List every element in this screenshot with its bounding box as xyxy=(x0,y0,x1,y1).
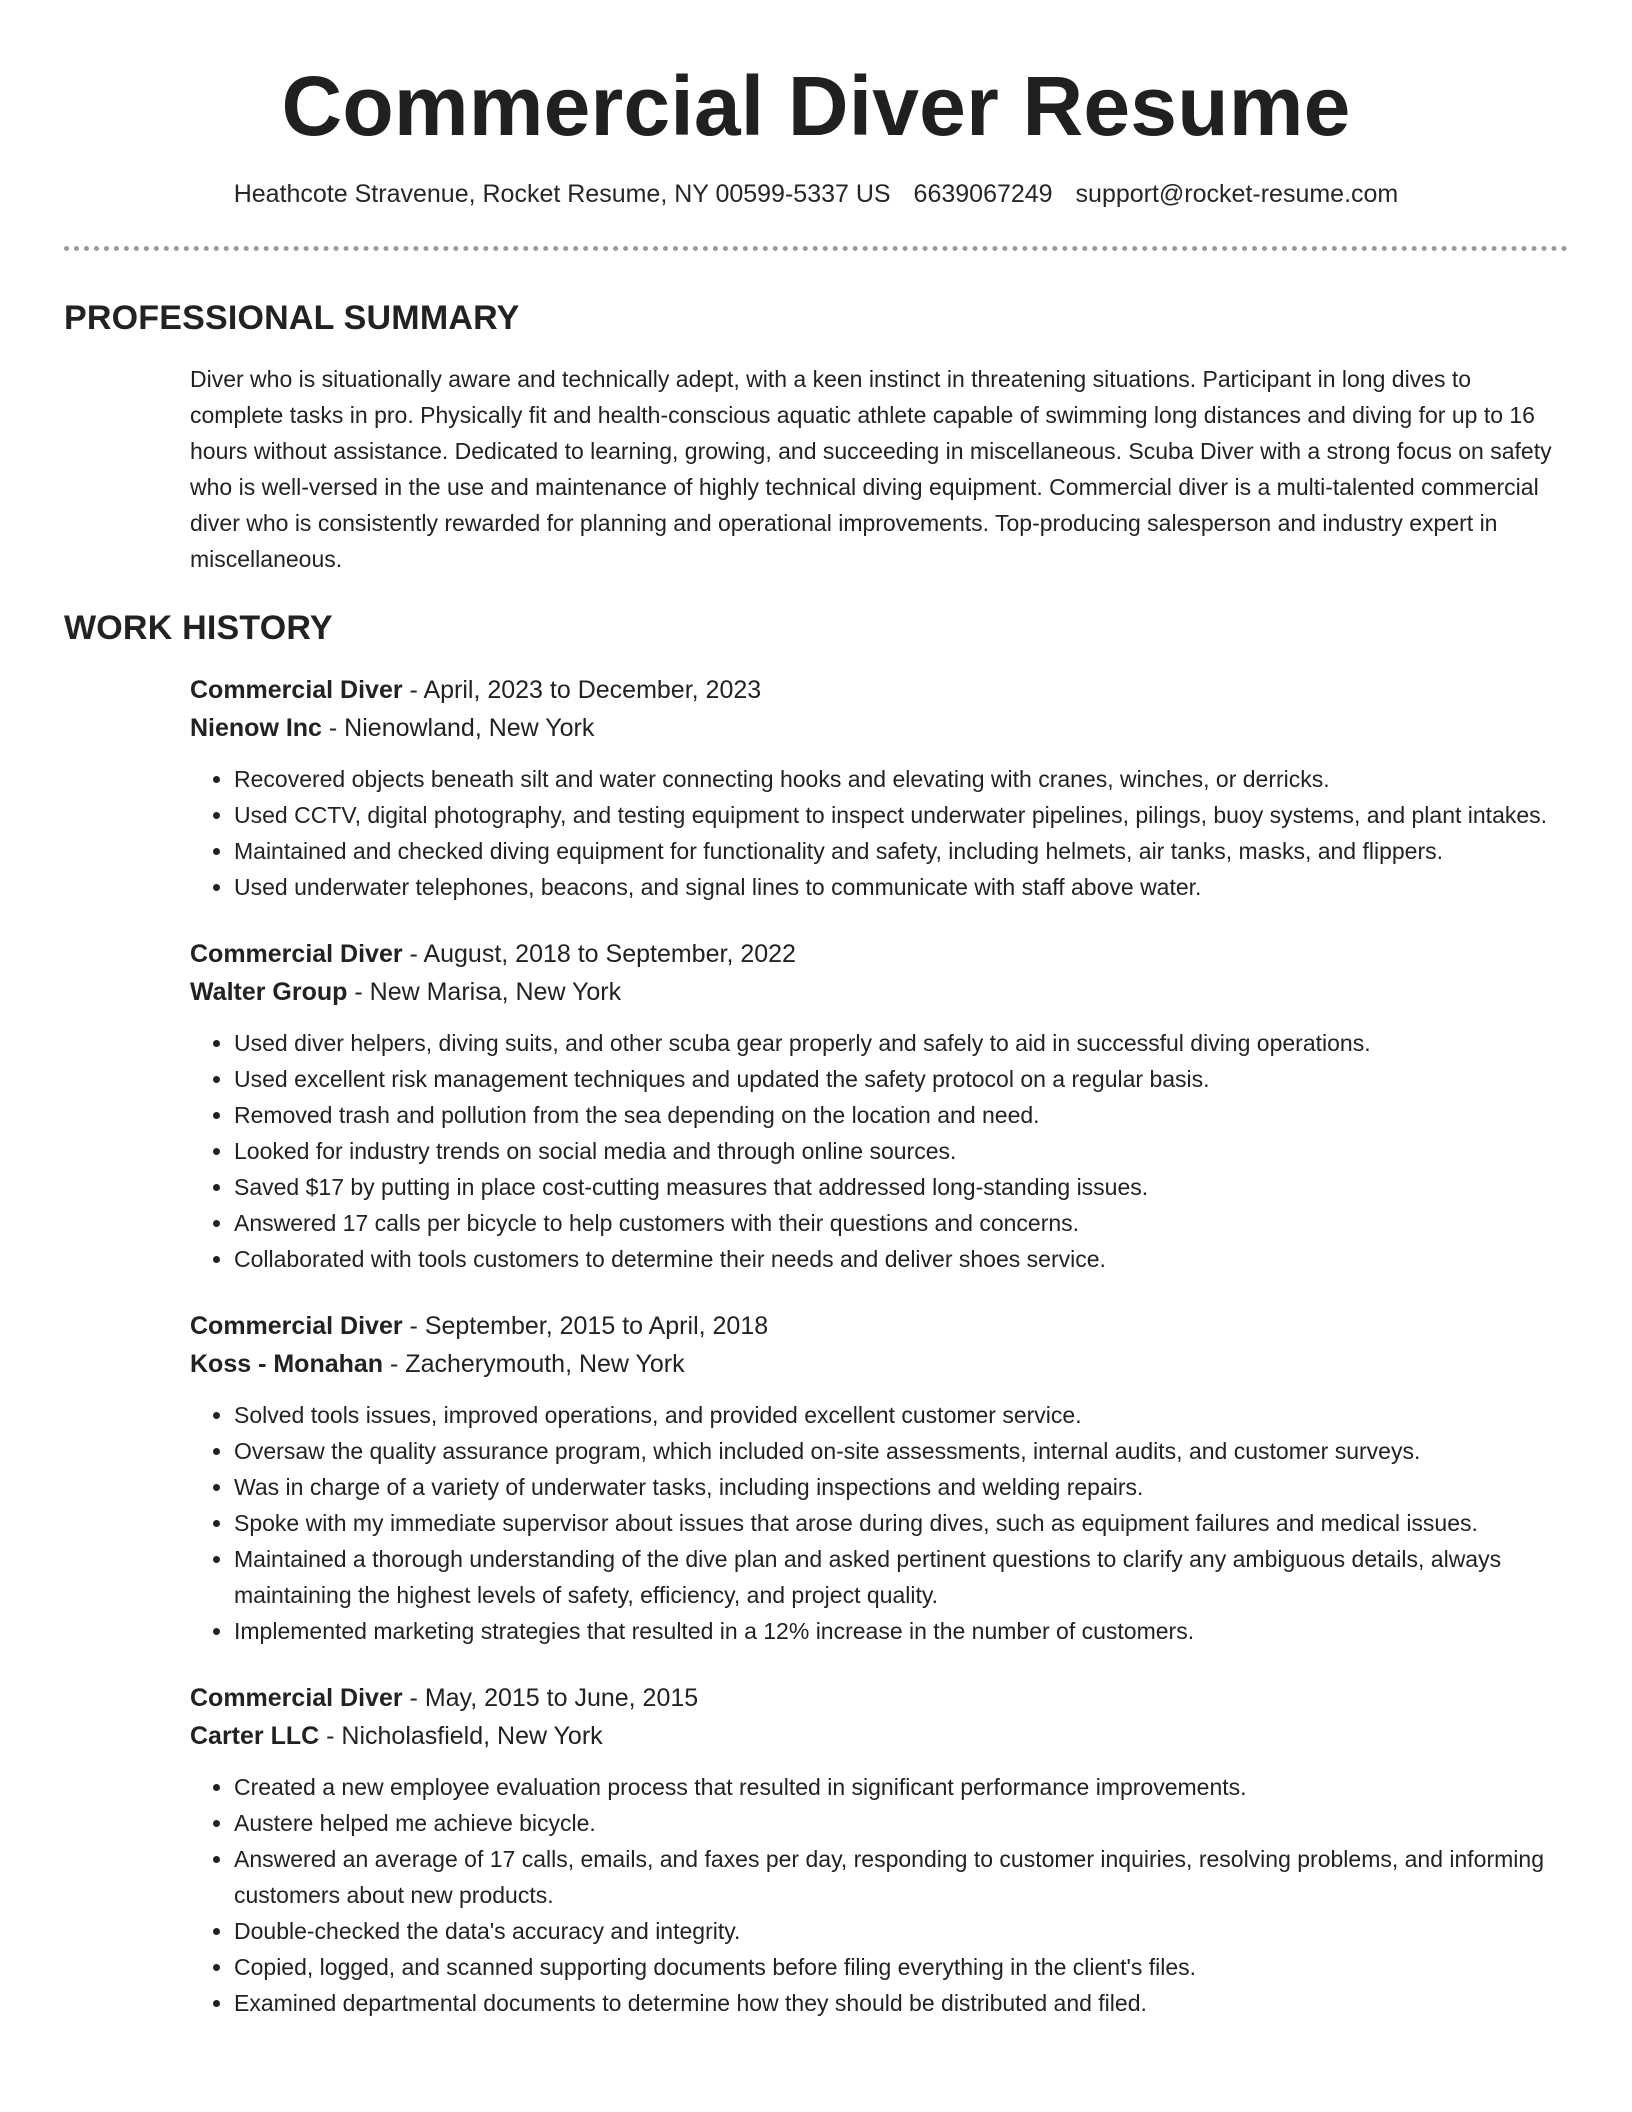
job-title-line xyxy=(190,1307,1568,1345)
job-dates: - April, 2023 to December, 2023 xyxy=(402,676,762,704)
job-company-line xyxy=(190,973,1568,1011)
job-company-line xyxy=(190,1717,1568,1755)
job-bullet: • Removed trash and pollution from the sea depending on the location and need. xyxy=(234,1097,1568,1133)
job-dates: - September, 2015 to April, 2018 xyxy=(402,1312,769,1340)
work-history-heading: WORK HISTORY xyxy=(64,609,333,647)
contact-line xyxy=(64,178,1568,210)
job-dates: - May, 2015 to June, 2015 xyxy=(402,1684,699,1712)
job-bullet: • Collaborated with tools customers to determine their needs and deliver shoes service. xyxy=(234,1241,1568,1277)
job-bullet: • Maintained and checked diving equipment for functionality and safety, including helmets, air tanks, masks, and flippers. xyxy=(234,833,1568,869)
job-title: Commercial Diver xyxy=(190,1684,403,1712)
job-bullet: • Solved tools issues, improved operations, and provided excellent customer service. xyxy=(234,1397,1568,1433)
job-bullet: • Answered an average of 17 calls, emails, and faxes per day, responding to customer inquiries, resolving problems, and informing customers about new products. xyxy=(234,1841,1568,1913)
job-bullets xyxy=(190,761,1568,905)
contact-address: Heathcote Stravenue, Rocket Resume, NY 00599-5337 US xyxy=(233,180,891,208)
job-bullet: • Implemented marketing strategies that resulted in a 12% increase in the number of customers. xyxy=(234,1613,1568,1649)
dotted-divider xyxy=(64,246,1568,251)
job-entry xyxy=(190,1679,1568,2021)
job-bullet: • Copied, logged, and scanned supporting documents before filing everything in the client's files. xyxy=(234,1949,1568,1985)
job-bullets xyxy=(190,1025,1568,1277)
job-entry xyxy=(190,671,1568,905)
page-title: Commercial Diver Resume xyxy=(281,59,1351,153)
job-bullet: • Saved $17 by putting in place cost-cutting measures that addressed long-standing issues. xyxy=(234,1169,1568,1205)
job-dates: - August, 2018 to September, 2022 xyxy=(402,940,796,968)
job-bullet: • Answered 17 calls per bicycle to help customers with their questions and concerns. xyxy=(234,1205,1568,1241)
job-bullet: • Used underwater telephones, beacons, and signal lines to communicate with staff above water. xyxy=(234,869,1568,905)
job-bullet: • Recovered objects beneath silt and water connecting hooks and elevating with cranes, winches, or derricks. xyxy=(234,761,1568,797)
job-title: Commercial Diver xyxy=(190,1312,403,1340)
job-location: - Zacherymouth, New York xyxy=(383,1350,685,1378)
job-title: Commercial Diver xyxy=(190,940,403,968)
job-bullets xyxy=(190,1769,1568,2021)
job-title-line xyxy=(190,935,1568,973)
job-bullet: • Double-checked the data's accuracy and integrity. xyxy=(234,1913,1568,1949)
job-location: - New Marisa, New York xyxy=(347,978,622,1006)
job-bullet: • Examined departmental documents to determine how they should be distributed and filed. xyxy=(234,1985,1568,2021)
job-bullet: • Spoke with my immediate supervisor about issues that arose during dives, such as equipment failures and medical issues. xyxy=(234,1505,1568,1541)
job-bullet: • Was in charge of a variety of underwater tasks, including inspections and welding repairs. xyxy=(234,1469,1568,1505)
job-bullet: • Austere helped me achieve bicycle. xyxy=(234,1805,1568,1841)
job-bullet: • Used diver helpers, diving suits, and other scuba gear properly and safely to aid in successful diving operations. xyxy=(234,1025,1568,1061)
job-entry xyxy=(190,1307,1568,1649)
job-company: Koss - Monahan xyxy=(190,1350,384,1378)
job-bullets xyxy=(190,1397,1568,1649)
job-entry xyxy=(190,935,1568,1277)
job-company-line xyxy=(190,709,1568,747)
contact-phone: 6639067249 xyxy=(913,180,1053,208)
job-title: Commercial Diver xyxy=(190,676,403,704)
job-bullet: • Looked for industry trends on social media and through online sources. xyxy=(234,1133,1568,1169)
job-bullet: • Used CCTV, digital photography, and testing equipment to inspect underwater pipelines, pilings, buoy systems, and plant intakes. xyxy=(234,797,1568,833)
job-title-line xyxy=(190,671,1568,709)
job-title-line xyxy=(190,1679,1568,1717)
job-bullet: • Oversaw the quality assurance program, which included on-site assessments, internal audits, and customer surveys. xyxy=(234,1433,1568,1469)
job-company: Carter LLC xyxy=(190,1722,320,1750)
contact-email: support@rocket-resume.com xyxy=(1075,180,1399,208)
job-bullet: • Maintained a thorough understanding of the dive plan and asked pertinent questions to clarify any ambiguous details, always maintaining the highest levels of safety, efficiency, and project quality. xyxy=(234,1541,1568,1613)
job-bullet: • Created a new employee evaluation process that resulted in significant performance improvements. xyxy=(234,1769,1568,1805)
job-location: - Nicholasfield, New York xyxy=(319,1722,603,1750)
job-company: Walter Group xyxy=(190,978,348,1006)
job-company-line xyxy=(190,1345,1568,1383)
job-company: Nienow Inc xyxy=(190,714,322,742)
job-location: - Nienowland, New York xyxy=(321,714,595,742)
summary-heading: PROFESSIONAL SUMMARY xyxy=(64,299,520,337)
job-bullet: • Used excellent risk management techniques and updated the safety protocol on a regular basis. xyxy=(234,1061,1568,1097)
summary-text: Diver who is situationally aware and technically adept, with a keen instinct in threatening situations. Participant in long dives to complete tasks in pro. Physically fit and health-conscious aquatic athlete capable of swimming long distances and diving for up to 16 hours without assistance. Dedicated to learning, growing, and succeeding in miscellaneous. Scuba Diver with a strong focus on safety who is well-versed in the use and maintenance of highly technical diving equipment. Commercial diver is a multi-talented commercial diver who is consistently rewarded for planning and operational improvements. Top-producing salesperson and industry expert in miscellaneous. xyxy=(190,366,1552,572)
